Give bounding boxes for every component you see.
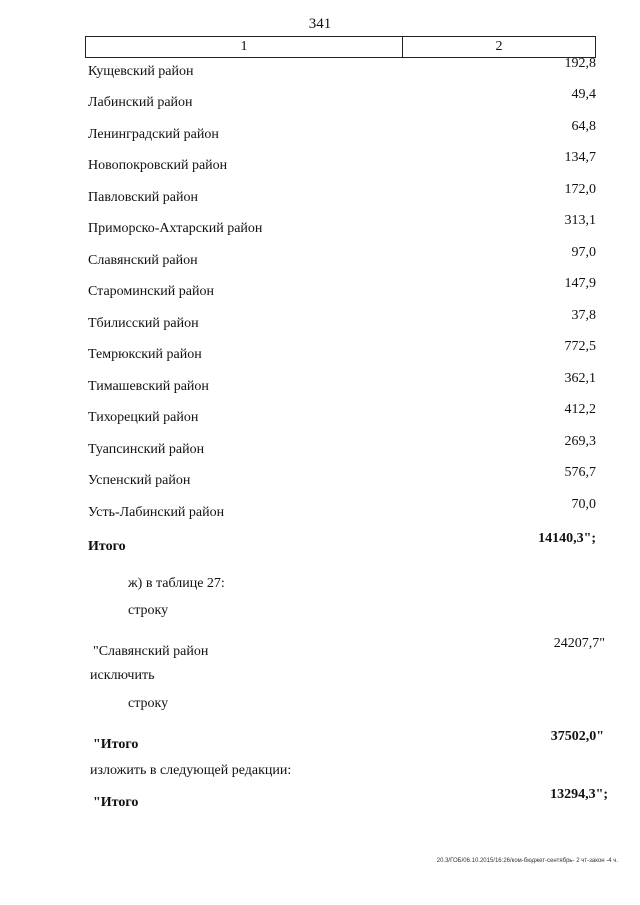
slavyansky-row [0, 636, 640, 662]
district-value: 97,0 [571, 245, 596, 260]
table-row [0, 465, 640, 491]
district-value: 64,8 [571, 119, 596, 134]
district-name: Туапсинский район [88, 442, 205, 457]
table-row [0, 213, 640, 239]
district-value: 147,9 [564, 276, 596, 291]
table-row [0, 371, 640, 397]
total-row [0, 531, 640, 557]
district-name: Лабинский район [88, 95, 193, 110]
slavyansky-value: 24207,7" [553, 636, 605, 651]
district-value: 576,7 [564, 465, 596, 480]
table-row [0, 150, 640, 176]
table-row [0, 308, 640, 334]
itogo-old-label: "Итого [93, 737, 139, 752]
table-row [0, 245, 640, 271]
district-name: Тихорецкий район [88, 410, 199, 425]
stroku-text-2: строку [128, 696, 169, 711]
itogo-new-value: 13294,3"; [550, 787, 608, 802]
district-value: 269,3 [564, 434, 596, 449]
district-name: Успенский район [88, 473, 191, 488]
slavyansky-label: "Славянский район [93, 644, 209, 659]
district-value: 313,1 [564, 213, 596, 228]
table-row [0, 497, 640, 523]
isklyuchit-text: исключить [90, 668, 155, 683]
column-header-1: 1 [86, 37, 403, 57]
footer-text: 20.3/ГОБ/06.10.2015/16:26/ком-бюджет-сентябрь- 2 чт-закон -4 ч. [436, 858, 618, 864]
district-name: Усть-Лабинский район [88, 505, 225, 520]
district-name: Тбилисский район [88, 316, 199, 331]
table-column-header [85, 36, 596, 58]
table-row [0, 182, 640, 208]
table-row [0, 339, 640, 365]
district-name: Темрюкский район [88, 347, 202, 362]
itogo-new-row [0, 787, 640, 813]
page-number: 341 [308, 16, 332, 32]
itogo-old-value: 37502,0" [550, 729, 604, 744]
district-value: 49,4 [571, 87, 596, 102]
table-row [0, 56, 640, 82]
district-name: Приморско-Ахтарский район [88, 221, 263, 236]
district-value: 172,0 [564, 182, 596, 197]
table-row [0, 402, 640, 428]
district-value: 412,2 [564, 402, 596, 417]
district-name: Ленинградский район [88, 127, 219, 142]
district-value: 772,5 [564, 339, 596, 354]
total-value: 14140,3"; [538, 531, 596, 546]
table-row [0, 276, 640, 302]
district-value: 70,0 [571, 497, 596, 512]
district-name: Кущевский район [88, 64, 194, 79]
itogo-new-label: "Итого [93, 795, 139, 810]
total-label: Итого [88, 539, 126, 554]
district-name: Новопокровский район [88, 158, 228, 173]
district-value: 134,7 [564, 150, 596, 165]
district-name: Славянский район [88, 253, 198, 268]
district-name: Павловский район [88, 190, 198, 205]
column-header-2: 2 [495, 39, 503, 54]
district-name: Староминский район [88, 284, 214, 299]
district-name: Тимашевский район [88, 379, 209, 394]
table-row [0, 119, 640, 145]
izlozhit-text: изложить в следующей редакции: [90, 763, 292, 778]
district-value: 37,8 [571, 308, 596, 323]
district-value: 362,1 [564, 371, 596, 386]
item-g-heading: ж) в таблице 27: [128, 576, 225, 591]
table-row [0, 434, 640, 460]
table-row [0, 87, 640, 113]
itogo-old-row [0, 729, 640, 755]
district-value: 192,8 [564, 56, 596, 71]
stroku-text-1: строку [128, 603, 169, 618]
